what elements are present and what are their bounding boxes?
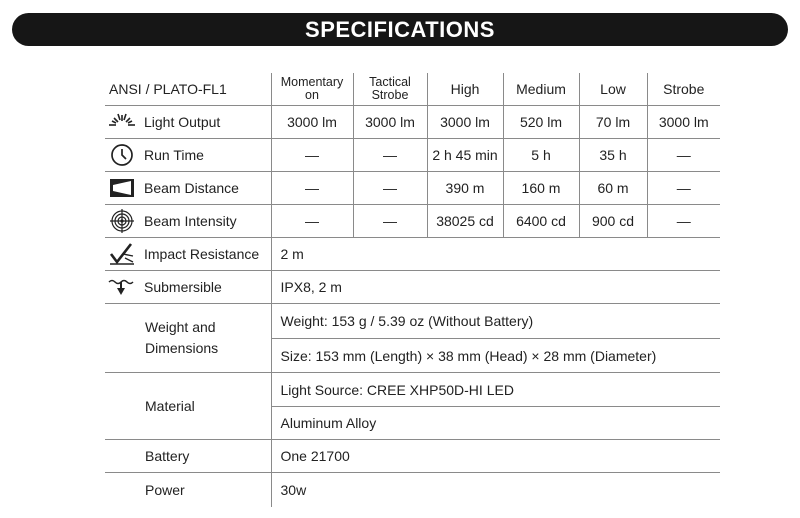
value-cell: 900 cd [579, 205, 647, 238]
table-row [105, 106, 720, 139]
row-label-run-time: Run Time [105, 139, 271, 172]
value-cell: — [647, 172, 720, 205]
page-title: SPECIFICATIONS [305, 16, 495, 42]
value-cell: 60 m [579, 172, 647, 205]
value-cell: 6400 cd [503, 205, 579, 238]
row-label-light-output: Light Output [105, 106, 271, 139]
value-cell: — [271, 205, 353, 238]
value-cell: 3000 lm [271, 106, 353, 139]
value-cell: 70 lm [579, 106, 647, 139]
table-row [105, 205, 720, 238]
value-cell: 160 m [503, 172, 579, 205]
value-cell: 3000 lm [427, 106, 503, 139]
mode-header-strobe: Strobe [647, 73, 720, 106]
light-output-icon [107, 110, 137, 134]
model-header: ANSI / PLATO-FL1 [105, 73, 271, 106]
table-row [105, 473, 720, 508]
table-row [105, 238, 720, 271]
weight-value: Weight: 153 g / 5.39 oz (Without Battery) [271, 304, 720, 339]
value-cell: — [271, 139, 353, 172]
spec-table [105, 73, 720, 507]
value-cell: 35 h [579, 139, 647, 172]
value-cell: — [353, 205, 427, 238]
row-label-weight-dimensions: Weight and Dimensions [105, 304, 271, 373]
value-cell: — [353, 139, 427, 172]
material-value: Aluminum Alloy [271, 407, 720, 440]
row-label-submersible: Submersible [105, 271, 271, 304]
value-cell: — [271, 172, 353, 205]
value-cell: 2 h 45 min [427, 139, 503, 172]
impact-icon [107, 242, 137, 266]
battery-value: One 21700 [271, 440, 720, 473]
value-cell: — [647, 205, 720, 238]
value-cell: 38025 cd [427, 205, 503, 238]
header-row [105, 73, 720, 106]
value-cell: — [353, 172, 427, 205]
row-label-impact-resistance: Impact Resistance [105, 238, 271, 271]
submersible-value: IPX8, 2 m [271, 271, 720, 304]
title-banner [12, 13, 788, 46]
mode-header-momentary: Momentary on [271, 73, 353, 106]
table-row [105, 139, 720, 172]
row-label-beam-intensity: Beam Intensity [105, 205, 271, 238]
clock-icon [107, 143, 137, 167]
value-cell: — [647, 139, 720, 172]
beam-distance-icon [107, 176, 137, 200]
mode-header-high: High [427, 73, 503, 106]
row-label-beam-distance: Beam Distance [105, 172, 271, 205]
water-icon [107, 275, 137, 299]
value-cell: 3000 lm [647, 106, 720, 139]
target-icon [107, 209, 137, 233]
value-cell: 390 m [427, 172, 503, 205]
light-source-value: Light Source: CREE XHP50D-HI LED [271, 373, 720, 407]
table-row [105, 304, 720, 339]
value-cell: 5 h [503, 139, 579, 172]
power-value: 30w [271, 473, 720, 508]
mode-header-low: Low [579, 73, 647, 106]
row-label-material: Material [105, 373, 271, 440]
row-label-power: Power [105, 473, 271, 508]
table-row [105, 271, 720, 304]
mode-header-medium: Medium [503, 73, 579, 106]
size-value: Size: 153 mm (Length) × 38 mm (Head) × 28 mm (Diameter) [271, 339, 720, 373]
value-cell: 520 lm [503, 106, 579, 139]
mode-header-tactical-strobe: Tactical Strobe [353, 73, 427, 106]
table-row [105, 440, 720, 473]
value-cell: 3000 lm [353, 106, 427, 139]
row-label-battery: Battery [105, 440, 271, 473]
table-row [105, 172, 720, 205]
impact-value: 2 m [271, 238, 720, 271]
table-row [105, 373, 720, 407]
